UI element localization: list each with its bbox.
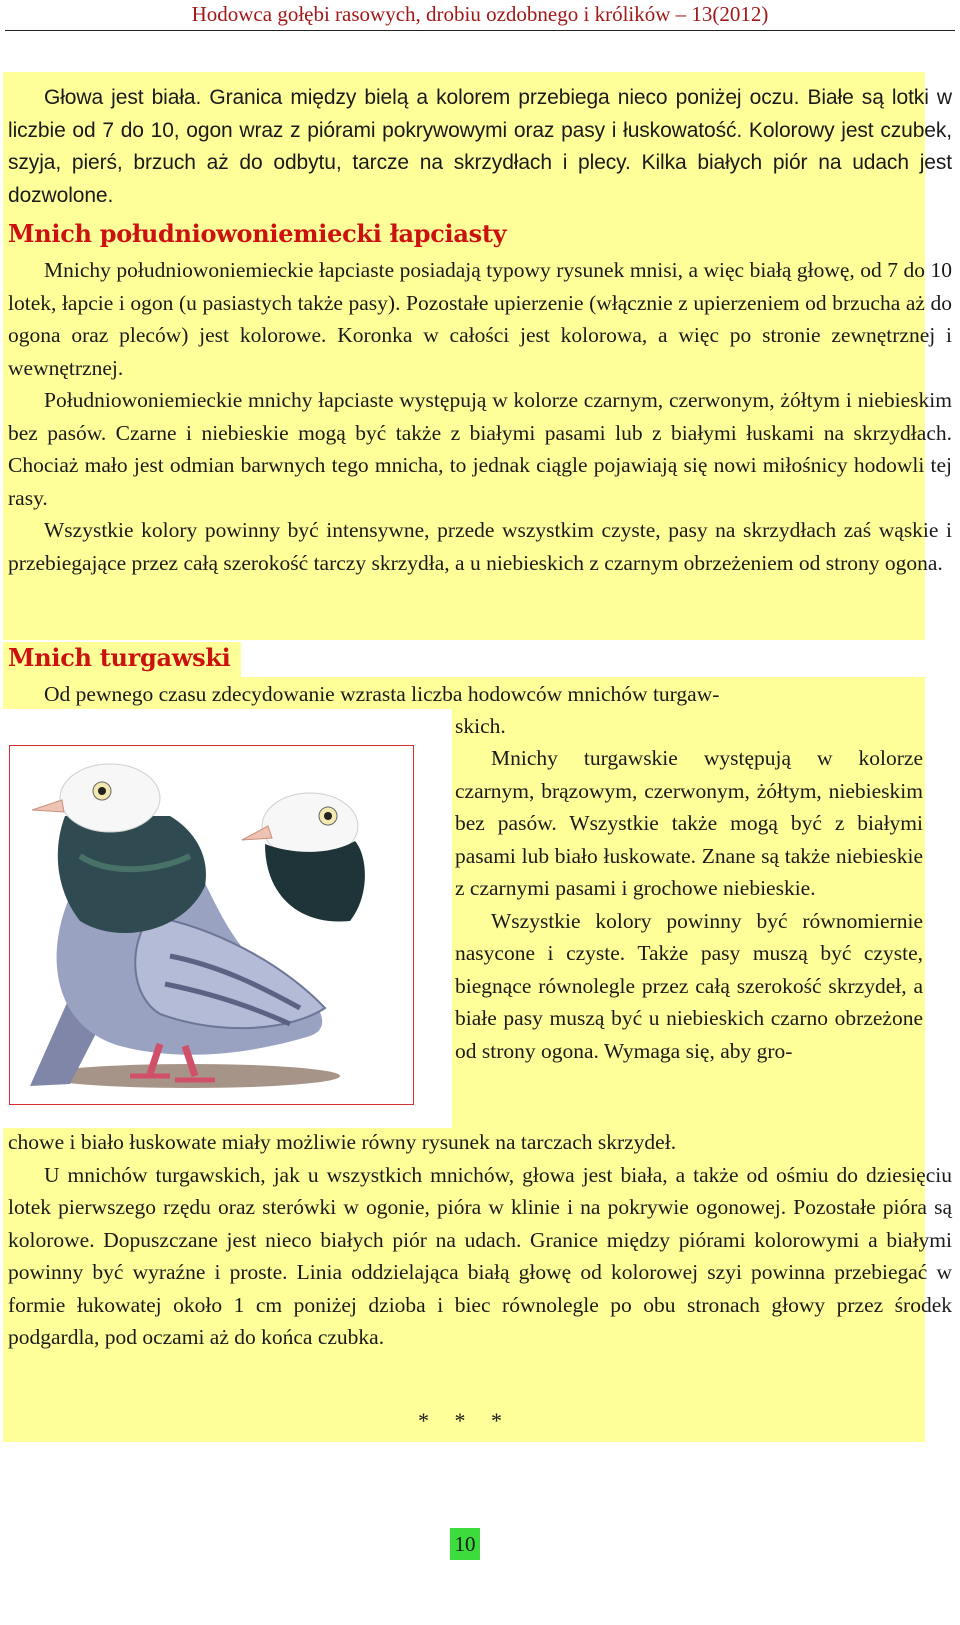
section1-paragraph-3: Wszystkie kolory powinny być intensywne, przede wszystkim czyste, pasy na skrzydłach zaś wąskie i przebiegające przez całą szerokość tarczy skrzydła, a u niebieskich z czarnym obrzeżeniem od strony ogona. [8, 518, 952, 575]
pigeon-drawing-icon [10, 746, 413, 1104]
section2-heading: Mnich turgawski [8, 643, 231, 672]
section2-lead-block [0, 678, 960, 711]
header-rule [5, 30, 955, 31]
section1-paragraph-1: Mnichy południowoniemieckie łapciaste posiadają typowy rysunek mnisi, a więc białą głowę, od 7 do 10 lotek, łapcie i ogon (u pasiastych także pasy). Pozostałe upierzenie (włącznie z upierzeniem od brzucha aż do ogona oraz pleców) jest kolorowe. Koronka w całości jest kolorowa, a więc po stronie zewnętrznej i wewnętrznej. [8, 258, 952, 380]
section2-final-paragraph: U mnichów turgawskich, jak u wszystkich mnichów, głowa jest biała, a także od ośmiu do dziesięciu lotek pierwszego rzędu oraz sterówki w ogonie, pióra w klinie i na pokrywie ogonowej. Pozostałe pióra są kolorowe. Dopuszczane jest nieco białych piór na udach. Granice między piórami kolorowymi a białymi powinny być wyraźne i proste. Linia oddzielająca białą głowę od kolorowej szyi powinna przebiegać w formie łukowatej około 1 cm poniżej dzioba i biec równolegle po obu stronach głowy przez środek podgardla, pod oczami aż do końca czubka. [8, 1162, 952, 1349]
pigeon-illustration [9, 745, 414, 1105]
section1-heading: Mnich południowoniemiecki łapciasty [8, 219, 507, 248]
page-number: 10 [450, 1528, 480, 1560]
section2-wrap-line: chowe i biało łuskowate miały możliwie równy rysunek na tarczach skrzydeł. [8, 1130, 677, 1154]
running-header: Hodowca gołębi rasowych, drobiu ozdobnego i królików – 13(2012) [191, 2, 769, 26]
section2-lead: Od pewnego czasu zdecydowanie wzrasta liczba hodowców mnichów turgaw- [44, 682, 720, 706]
section2-bottom [0, 1126, 960, 1354]
intro-paragraph: Głowa jest biała. Granica między bielą a kolorem przebiega nieco poniżej oczu. Białe są lotki w liczbie od 7 do 10, ogon wraz z piórami pokrywowymi oraz pasy i łuskowatość. Kolorowy jest czubek, szyja, pierś, brzuch aż do odbytu, tarcze na skrzydłach i plecy. Kilka białych piór na udach jest dozwolone. [8, 86, 952, 207]
section2-lead-cont: skich. [455, 714, 506, 738]
section1-body [0, 254, 960, 579]
intro-block [0, 82, 960, 212]
section1-paragraph-2: Południowoniemieckie mnichy łapciaste występują w kolorze czarnym, czerwonym, żółtym i niebieskim bez pasów. Czarne i niebieskie mogą być także z białymi pasami lub z białymi łuskami na skrzydłach. Chociaż mało jest odmian barwnych tego mnicha, to jednak ciągle pojawiają się nowi miłośnicy hodowli tej rasy. [8, 388, 952, 510]
section-separator: * * * [418, 1408, 512, 1433]
section2-right-column [455, 742, 923, 1067]
section2-right-paragraph-2: Wszystkie kolory powinny być równomiernie nasycone i czyste. Także pasy muszą być czyste, biegnące równolegle przez całą szerokość skrzydeł, a białe pasy muszą być u niebieskich czarno obrzeżone od strony ogona. Wymaga się, aby gro- [455, 908, 923, 1063]
section2-right-paragraph-1: Mnichy turgawskie występują w kolorze czarnym, brązowym, czerwonym, żółtym, niebieskim bez pasów. Wszystkie także mogą być z białymi pasami lub biało łuskowate. Znane są także niebieskie z czarnymi pasami i grochowe niebieskie. [455, 746, 923, 900]
